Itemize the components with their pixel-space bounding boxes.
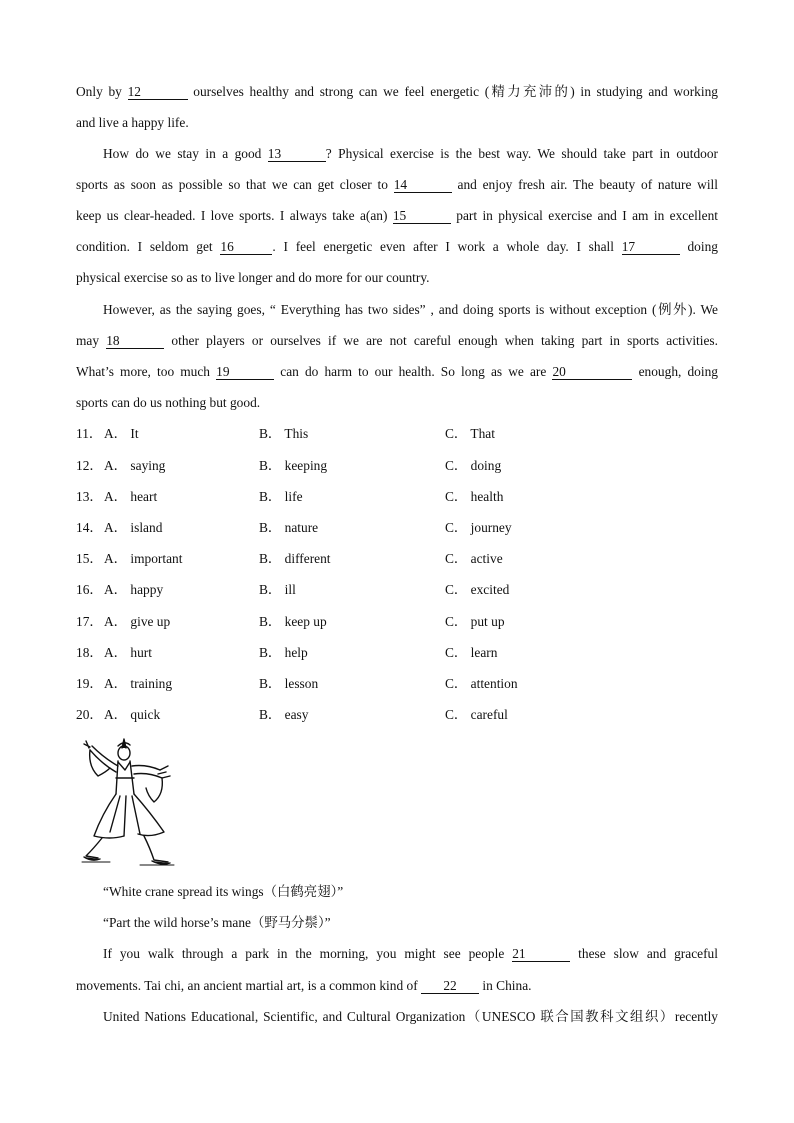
blank-21[interactable]: 21: [512, 946, 570, 962]
question-number: 13．: [76, 489, 103, 504]
option-b[interactable]: B． easy: [259, 707, 309, 722]
passage-line: United Nations Educational, Scientific, and Cultural Organization（UNESCO 联合国教科文组织）recently: [103, 1009, 718, 1024]
question-number: 19．: [76, 676, 103, 691]
question-number: 15．: [76, 551, 103, 566]
option-c[interactable]: C． put up: [445, 614, 505, 629]
option-c[interactable]: C． learn: [445, 645, 498, 660]
quote-white-crane: “White crane spread its wings（白鹤亮翅）”: [103, 884, 344, 899]
passage-line: and live a happy life.: [76, 115, 189, 130]
option-a[interactable]: A． heart: [104, 489, 158, 504]
passage-line: Only by 12 ourselves healthy and strong can we feel energetic (精力充沛的) in studying and working: [76, 84, 718, 99]
option-b[interactable]: B． life: [259, 489, 303, 504]
passage-line: However, as the saying goes, “ Everything has two sides” , and doing sports is without exception (例外). We: [103, 302, 718, 317]
option-a[interactable]: A． hurt: [104, 645, 152, 660]
passage-line: keep us clear-headed. I love sports. I always take a(an) 15 part in physical exercise and I am in excellent: [76, 208, 718, 223]
question-number: 11．: [76, 426, 103, 441]
blank-19[interactable]: 19: [216, 364, 274, 380]
option-c[interactable]: C． health: [445, 489, 504, 504]
option-c[interactable]: C． attention: [445, 676, 518, 691]
passage-line: sports can do us nothing but good.: [76, 395, 261, 410]
option-b[interactable]: B． help: [259, 645, 308, 660]
option-b[interactable]: B． keeping: [259, 458, 328, 473]
question-number: 12．: [76, 458, 103, 473]
option-a[interactable]: A． saying: [104, 458, 166, 473]
option-a[interactable]: A． important: [104, 551, 183, 566]
tai-chi-figure-illustration: [80, 736, 176, 870]
blank-17[interactable]: 17: [622, 239, 680, 255]
blank-14[interactable]: 14: [394, 177, 452, 193]
question-number: 18．: [76, 645, 103, 660]
option-a[interactable]: A． training: [104, 676, 173, 691]
option-c[interactable]: C． careful: [445, 707, 508, 722]
passage-line: How do we stay in a good 13 ? Physical exercise is the best way. We should take part in outdoor: [103, 146, 718, 161]
blank-18[interactable]: 18: [106, 333, 164, 349]
option-b[interactable]: B． nature: [259, 520, 319, 535]
passage-line: movements. Tai chi, an ancient martial art, is a common kind of 22 in China.: [76, 978, 532, 993]
option-c[interactable]: C． journey: [445, 520, 512, 535]
passage-line: What’s more, too much 19 can do harm to our health. So long as we are 20 enough, doing: [76, 364, 718, 379]
option-c[interactable]: C． doing: [445, 458, 502, 473]
option-a[interactable]: A． It: [104, 426, 139, 441]
passage-line: physical exercise so as to live longer and do more for our country.: [76, 270, 430, 285]
blank-13[interactable]: 13: [268, 146, 326, 162]
quote-wild-horse: “Part the wild horse’s mane（野马分鬃）”: [103, 915, 331, 930]
question-number: 20．: [76, 707, 103, 722]
passage-line: may 18 other players or ourselves if we are not careful enough when taking part in sports activities.: [76, 333, 718, 348]
option-c[interactable]: C． active: [445, 551, 503, 566]
option-a[interactable]: A． island: [104, 520, 163, 535]
option-b[interactable]: B． lesson: [259, 676, 319, 691]
question-number: 17．: [76, 614, 103, 629]
passage-line: condition. I seldom get 16 . I feel energetic even after I work a whole day. I shall 17 doing: [76, 239, 718, 254]
blank-16[interactable]: 16: [220, 239, 272, 255]
option-b[interactable]: B． keep up: [259, 614, 327, 629]
option-c[interactable]: C． excited: [445, 582, 510, 597]
question-number: 16．: [76, 582, 103, 597]
option-c[interactable]: C． That: [445, 426, 495, 441]
option-a[interactable]: A． quick: [104, 707, 161, 722]
blank-12[interactable]: 12: [128, 84, 188, 100]
passage-line: If you walk through a park in the morning, you might see people 21 these slow and graceful: [103, 946, 718, 961]
option-b[interactable]: B． ill: [259, 582, 296, 597]
option-a[interactable]: A． happy: [104, 582, 164, 597]
passage-line: sports as soon as possible so that we can get closer to 14 and enjoy fresh air. The beauty of nature will: [76, 177, 718, 192]
option-a[interactable]: A． give up: [104, 614, 171, 629]
blank-22[interactable]: 22: [421, 978, 479, 994]
blank-15[interactable]: 15: [393, 208, 451, 224]
option-b[interactable]: B． This: [259, 426, 309, 441]
blank-20[interactable]: 20: [552, 364, 632, 380]
option-b[interactable]: B． different: [259, 551, 331, 566]
question-number: 14．: [76, 520, 103, 535]
